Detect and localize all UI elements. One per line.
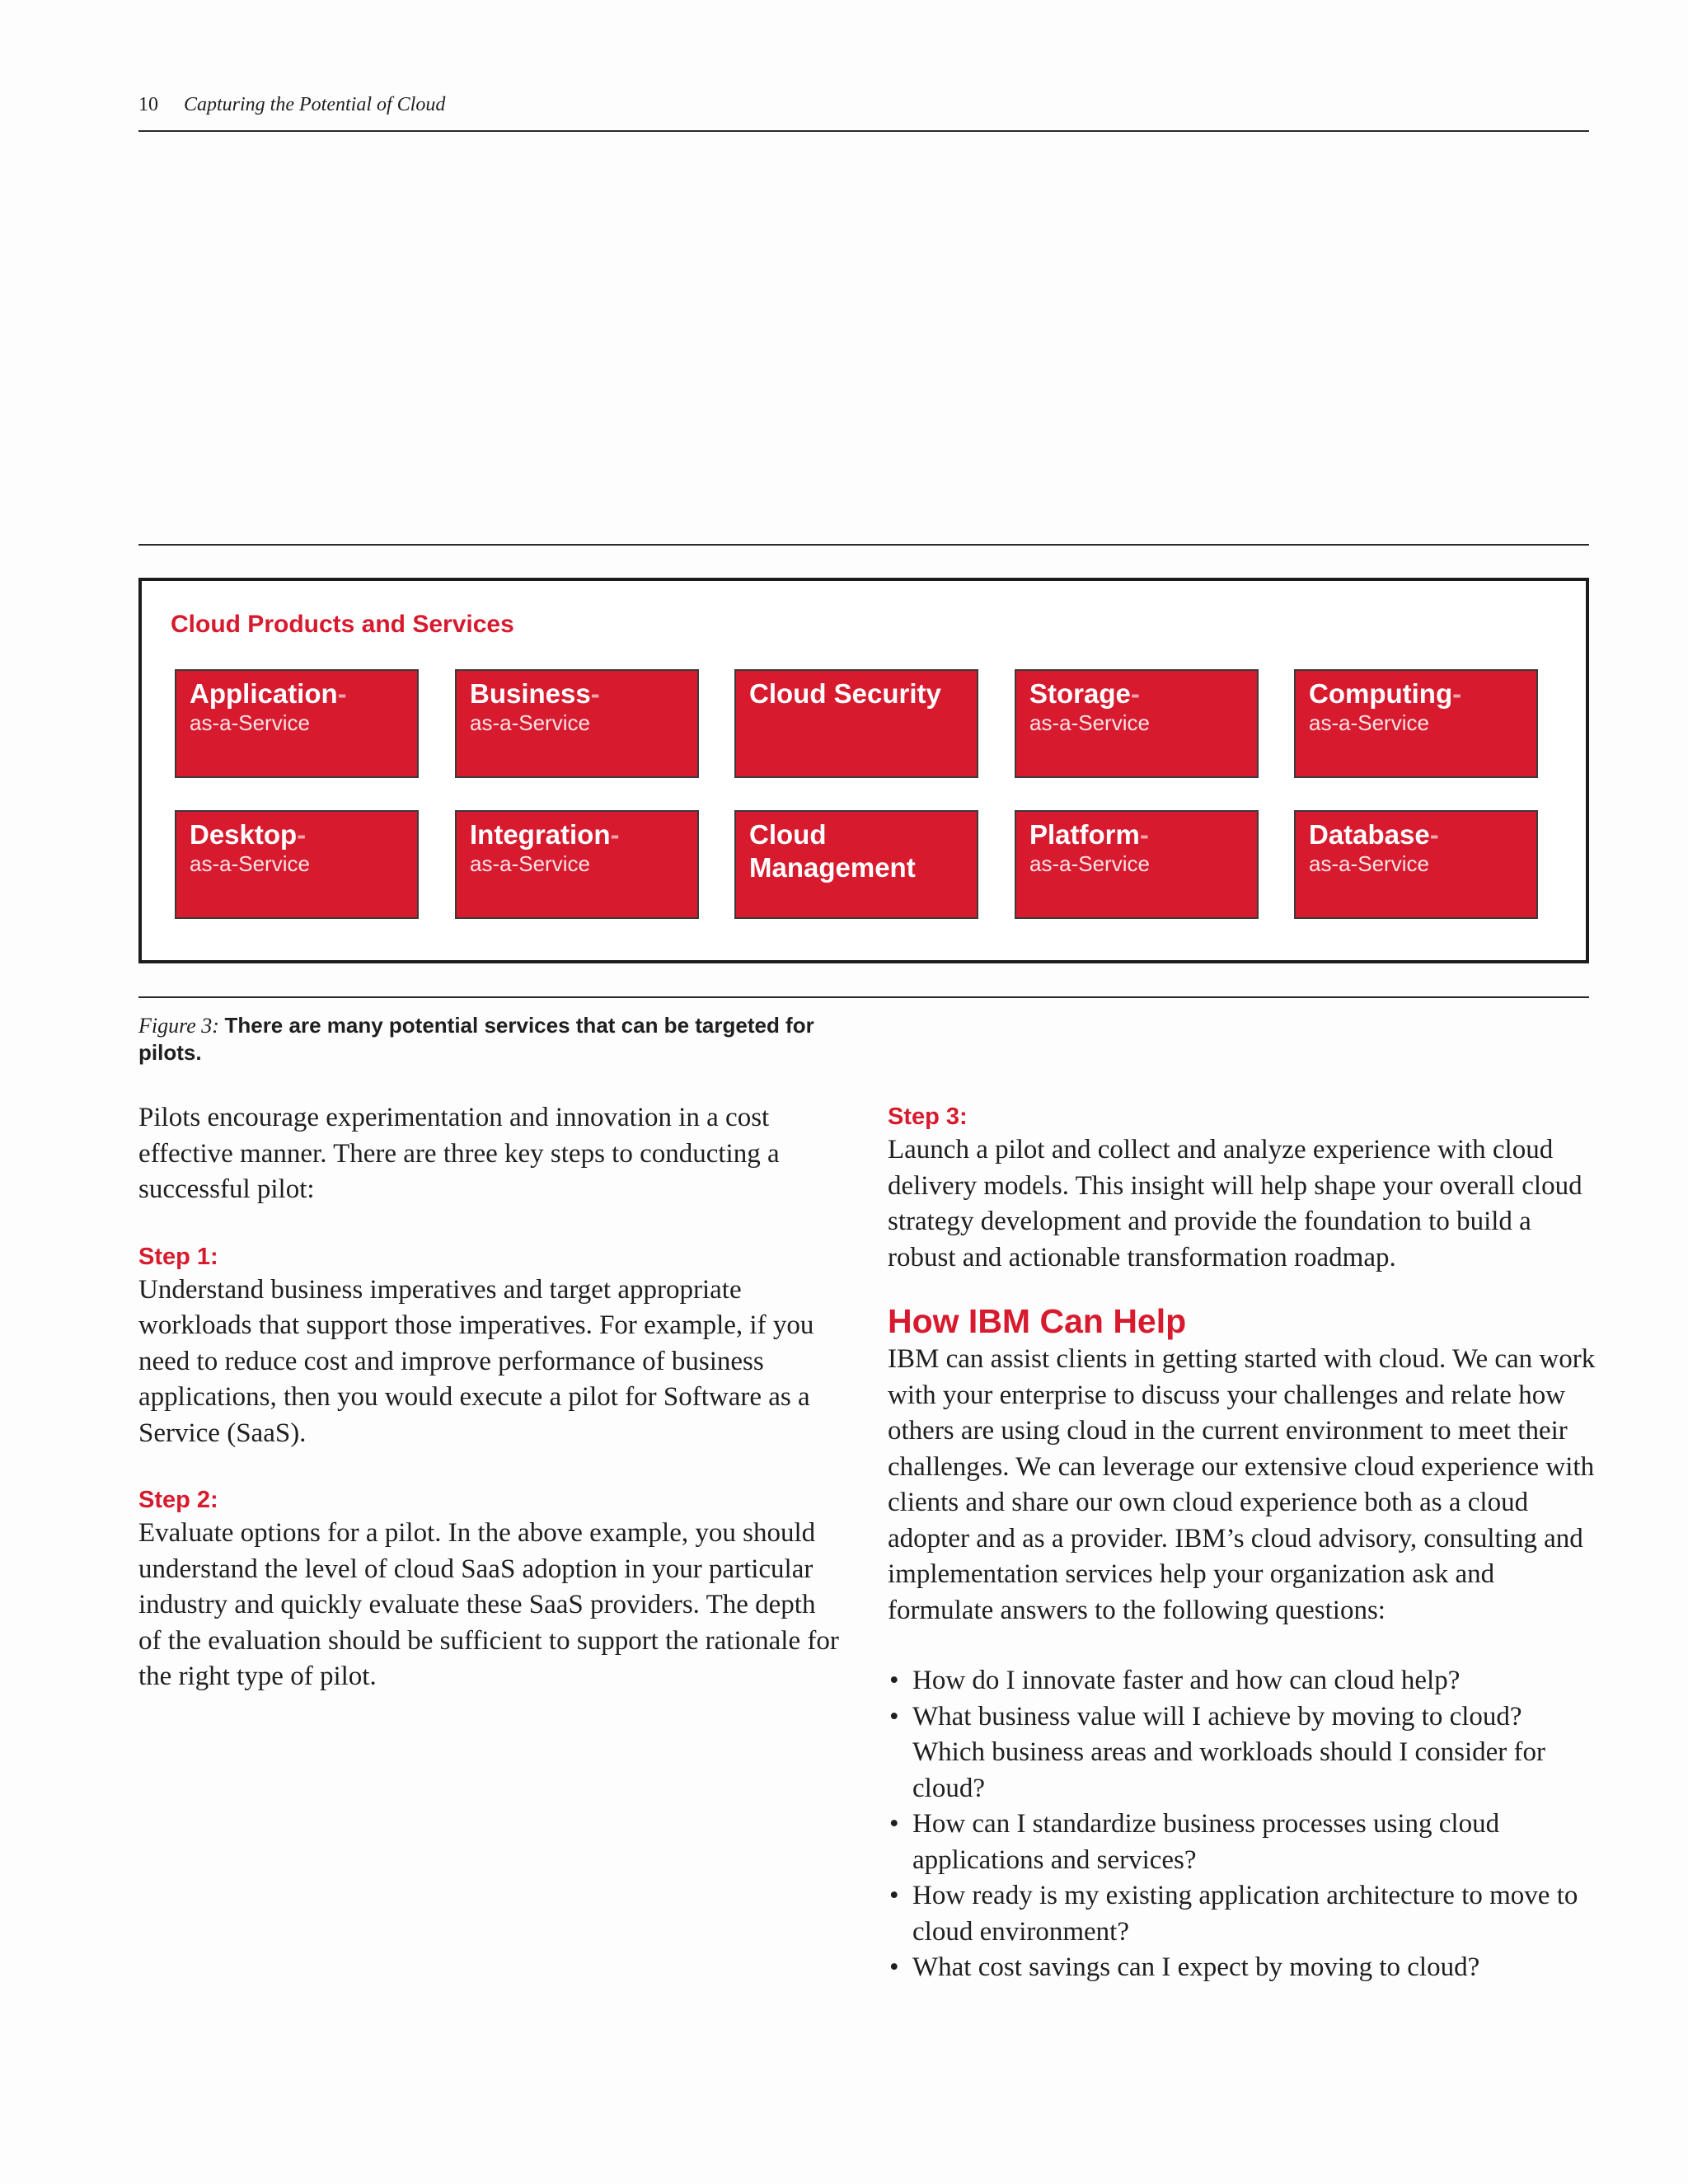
page-header [138, 92, 1589, 132]
section-heading-how-ibm-can-help: How IBM Can Help [888, 1302, 1187, 1340]
right-column [888, 1101, 1597, 1986]
tile-dash: - [590, 678, 600, 709]
list-item: • How do I innovate faster and how can cloud help? [888, 1663, 1597, 1699]
tile-main: Platform [1029, 819, 1140, 850]
tile-main: Desktop [190, 819, 298, 850]
questions-list [888, 1663, 1597, 1986]
tile-sub: as-a-Service [1029, 710, 1150, 735]
figure-bottom-rule [138, 996, 1589, 998]
step3-paragraph: Launch a pilot and collect and analyze experience with cloud delivery models. This insight will help shape your overall cloud strategy development and provide the foundation to build a robust and actionable transformation roadmap. [888, 1135, 1582, 1272]
list-item: • What business value will I achieve by moving to cloud? Which business areas and workloads should I consider for cloud? [888, 1699, 1597, 1807]
tile-dash: - [1130, 678, 1140, 709]
list-item: • How ready is my existing application architecture to move to cloud environment? [888, 1878, 1597, 1950]
tile-business-aas [455, 669, 699, 778]
tile-sub: as-a-Service [1309, 710, 1429, 735]
tile-sub: as-a-Service [1029, 851, 1150, 876]
tile-dash: - [1452, 678, 1462, 709]
intro-paragraph: Pilots encourage experimentation and innovation in a cost effective manner. There are three key steps to conducting a successful pilot: [138, 1103, 780, 1204]
caption-text: There are many potential services that can be targeted for pilots. [138, 1013, 814, 1065]
step2-paragraph: Evaluate options for a pilot. In the above example, you should understand the level of cloud SaaS adoption in your particular industry and quickly evaluate these SaaS providers. The depth of the evaluation should be sufficient to support the rationale for the right type of pilot. [138, 1518, 839, 1691]
tile-cloud-management [734, 810, 978, 919]
tile-desktop-aas [175, 810, 419, 919]
figure-top-rule [138, 544, 1589, 546]
tile-storage-aas [1015, 669, 1259, 778]
step3-label: Step 3: [888, 1104, 968, 1130]
tile-main: Database [1309, 819, 1430, 850]
step1-label: Step 1: [138, 1243, 218, 1270]
tile-computing-aas [1294, 669, 1538, 778]
tile-sub: as-a-Service [1309, 851, 1429, 876]
running-title: Capturing the Potential of Cloud [184, 94, 446, 115]
tile-main: Cloud Security [749, 678, 941, 709]
tile-integration-aas [455, 810, 699, 919]
step1-paragraph: Understand business imperatives and target appropriate workloads that support those imperatives. For example, if you need to reduce cost and improve performance of business applications, then you would execute a pilot for Software as a Service (SaaS). [138, 1274, 814, 1448]
tile-dash: - [297, 819, 307, 850]
tile-main: Business [470, 678, 591, 709]
list-item: • How can I standardize business processes using cloud applications and services? [888, 1807, 1597, 1878]
tile-main: Computing [1309, 678, 1453, 709]
left-column [138, 1100, 839, 1695]
tile-main: Application [190, 678, 338, 709]
tile-dash: - [1429, 819, 1439, 850]
tile-sub: as-a-Service [190, 710, 310, 735]
caption-label: Figure 3: [138, 1014, 219, 1038]
tile-dash: - [337, 678, 347, 709]
tile-dash: - [1139, 819, 1149, 850]
tile-application-aas [175, 669, 419, 778]
tile-platform-aas [1015, 810, 1259, 919]
tile-database-aas [1294, 810, 1538, 919]
tile-main: Cloud Management [749, 819, 916, 883]
tile-sub: as-a-Service [470, 710, 590, 735]
page-number: 10 [138, 94, 158, 115]
tile-dash: - [610, 819, 620, 850]
figure-caption [138, 1012, 847, 1066]
help-paragraph: IBM can assist clients in getting started with cloud. We can work with your enterprise to discuss your challenges and relate how others are using cloud in the current environment to meet their challenges. We can leverage our extensive cloud experience with clients and share our own cloud experience both as a cloud adopter and as a provider. IBM’s cloud advisory, consulting and implementation services help your organization ask and formulate answers to the following questions: [888, 1344, 1596, 1625]
tile-main: Storage [1029, 678, 1131, 709]
tile-main: Integration [470, 819, 611, 850]
list-item: • What cost savings can I expect by moving to cloud? [888, 1950, 1597, 1986]
step2-label: Step 2: [138, 1487, 218, 1513]
tile-sub: as-a-Service [470, 851, 590, 876]
tile-cloud-security [734, 669, 978, 778]
figure-cloud-products [138, 578, 1589, 963]
tile-sub: as-a-Service [190, 851, 310, 876]
figure-title: Cloud Products and Services [171, 611, 514, 638]
